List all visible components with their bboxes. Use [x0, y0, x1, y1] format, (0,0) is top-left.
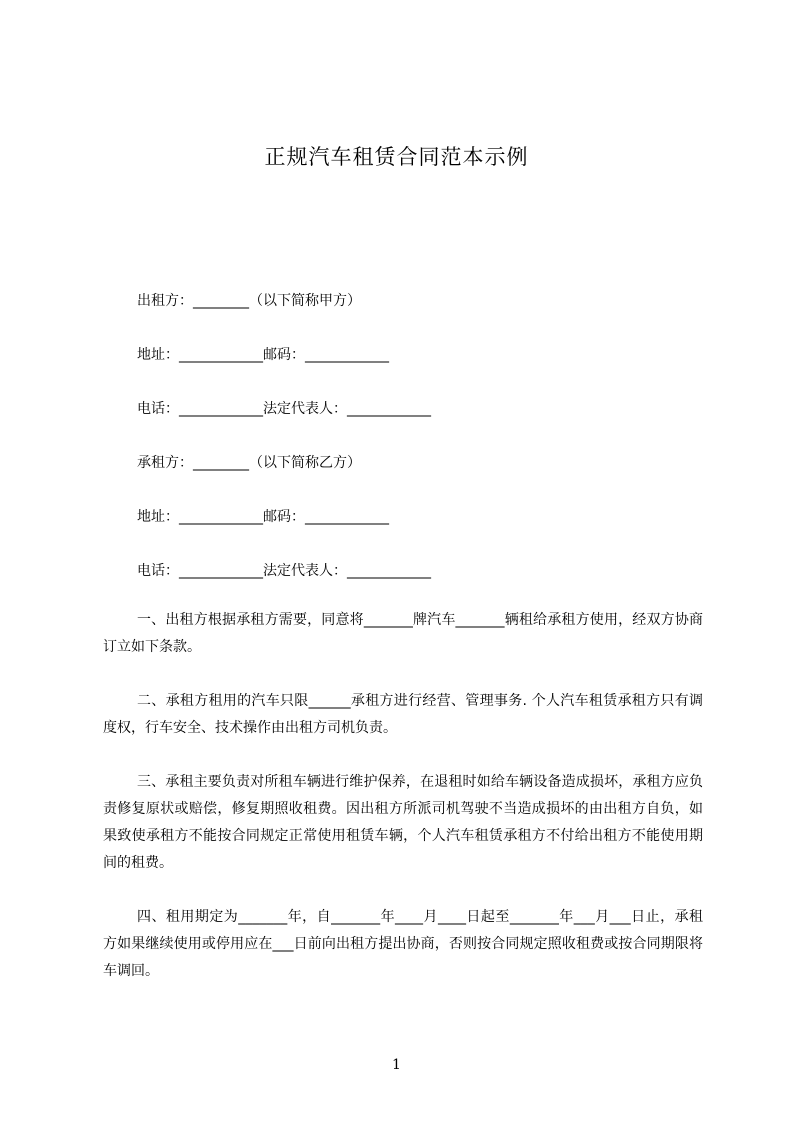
lessor-name-line: 出租方：________（以下简称甲方）	[137, 293, 361, 309]
clause-3: 三、承租主要负责对所租车辆进行维护保养，在退租时如给车辆设备造成损坏，承租方应负责修复原状或赔偿，修复期照收租费。因出租方所派司机驾驶不当造成损坏的由出租方自负，如果致使承租方不能按合同规定正常使用租赁车辆，个人汽车租赁承租方不付给出租方不能使用期间的租费。	[103, 774, 703, 871]
lessee-name-line: 承租方：________（以下简称乙方）	[137, 455, 361, 471]
lessee-phone-line: 电话：____________法定代表人：____________	[137, 563, 431, 579]
clause-4: 四、租用期定为_______年，自_______年____月____日起至_______年___月___日止，承租方如果继续使用或停用应在___日前向出租方提出协商，否则按合同规定照收租费或按合同期限将车调回。	[103, 909, 703, 979]
document-title: 正规汽车租赁合同范本示例	[264, 145, 529, 169]
lessor-address-line: 地址：____________邮码：____________	[137, 347, 389, 363]
clause-2: 二、承租方租用的汽车只限______承租方进行经营、管理事务. 个人汽车租赁承租方只有调度权，行车安全、技术操作由出租方司机负责。	[103, 693, 703, 736]
clause-1: 一、出租方根据承租方需要，同意将_______牌汽车_______辆租给承租方使用，经双方协商订立如下条款。	[103, 612, 703, 655]
lessor-phone-line: 电话：____________法定代表人：____________	[137, 401, 431, 417]
page-number: 1	[392, 1057, 401, 1073]
lessee-address-line: 地址：____________邮码：____________	[137, 509, 389, 525]
